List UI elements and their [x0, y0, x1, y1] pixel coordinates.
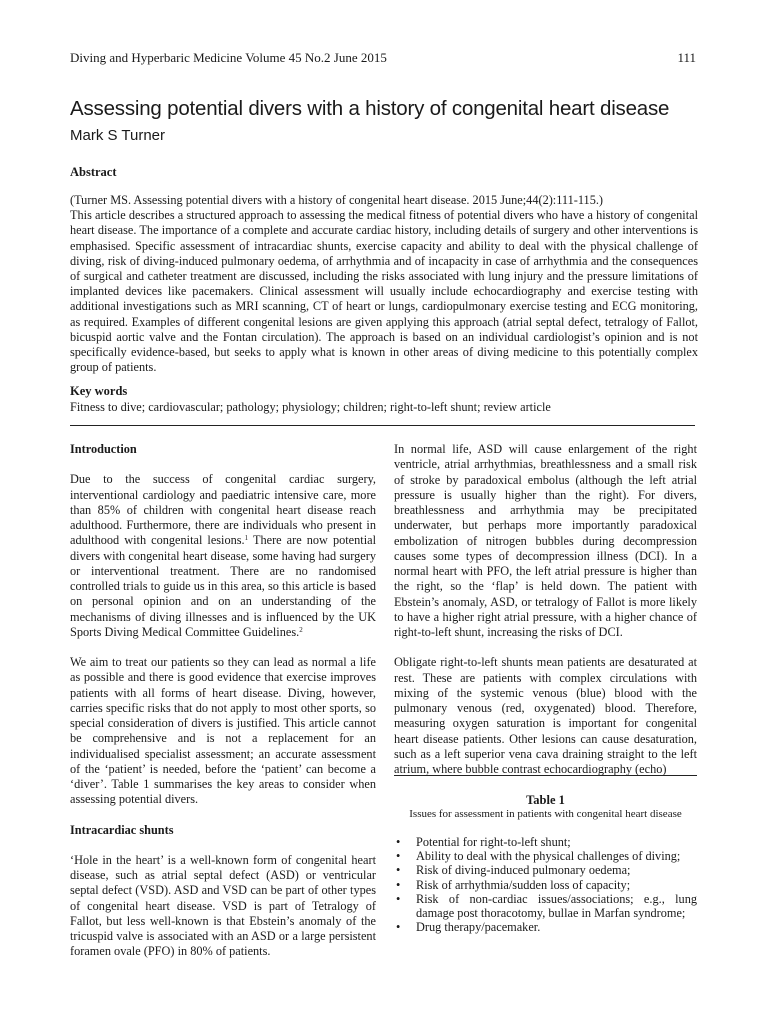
bullet-icon: •	[396, 849, 401, 864]
introduction-paragraph-2: We aim to treat our patients so they can lead as normal a life as possible and there is good evidence that exercise improves patients with all forms of heart disease. Diving, however, carries specific risks that do not apply to most other sports, so special consideration of divers is justified. This article cannot be comprehensive and is not a replacement for an individualised specialist assessment; an accurate assessment of the ‘patient’ is needed, before the ‘patient’ can become a ‘diver’. Table 1 summarises the key areas to consider when assessing potential divers.	[70, 655, 376, 807]
abstract	[70, 193, 698, 375]
bullet-icon: •	[396, 891, 401, 906]
abstract-body: This article describes a structured approach to assessing the medical fitness of potential divers who have a history of congenital heart disease. The importance of a complete and accurate cardiac history, including details of surgery and other interventions is emphasised. Specific assessment of intracardiac shunts, exercise capacity and ability to deal with the physical challenge of diving, risk of diving-induced pulmonary oedema, of arrhythmia and of incapacity in case of arrhythmia and the consequences of surgical and catheter treatment are discussed, including the risks associated with lung injury and the pressure limitations of implanted devices like pacemakers. Clinical assessment will usually include echocardiography and exercise testing with additional investigations such as MRI scanning, CT of heart or lungs, cardiopulmonary exercise testing and ECG monitoring, as required. Examples of different congenital lesions are given applying this approach (atrial septal defect, tetralogy of Fallot, bicuspid aortic valve and the Fontan circulation). The approach is based on an individual cardiologist’s opinion and is not specifically evidence-based, but seeks to apply what is known in other areas of diving medicine to this potentially complex group of patients.	[70, 208, 698, 375]
section-divider	[70, 425, 695, 426]
table-caption: Issues for assessment in patients with congenital heart disease	[409, 808, 682, 820]
introduction-paragraph-1-continued: There are now potential divers with congenital heart disease, some having had surgery or interventional treatment. There are no randomised controlled trials to guide us in this area, so this article is based on personal opinion and on an understanding of the mechanisms of diving illnesses and is influenced by the UK Sports Diving Medical Committee Guidelines.	[70, 533, 376, 639]
bullet-icon: •	[396, 863, 401, 878]
bullet-icon: •	[396, 835, 401, 849]
list-item	[394, 920, 697, 934]
intracardiac-shunts-paragraph: ‘Hole in the heart’ is a well-known form of congenital heart disease, such as atrial septal defect (ASD) or ventricular septal defect (VSD). ASD and VSD can be part of other types of congenital heart disease. VSD is part of Tetralogy of Fallot, but less well-known is that Ebstein’s anomaly of the tricuspid valve is associated with an ASD or a large persistent foramen ovale (PFO) in 80% of patients.	[70, 852, 376, 959]
list-item	[394, 892, 697, 920]
abstract-heading: Abstract	[70, 165, 117, 179]
journal-name: Diving and Hyperbaric Medicine Volume 45 No.2 June 2015	[70, 50, 387, 65]
list-item-text: Risk of non-cardiac issues/associations; e.g., lung damage post thoracotomy, bullae in Marfan syndrome;	[416, 891, 697, 921]
table-top-rule	[394, 775, 697, 776]
list-item-text: Risk of diving-induced pulmonary oedema;	[416, 863, 631, 878]
introduction-paragraph-1-text: Due to the success of congenital cardiac surgery, interventional cardiology and paediatric intensive care, more than 85% of children with congenital heart disease reach adulthood. Furthermore, there are individuals who present in adulthood with congenital lesions.	[70, 472, 376, 548]
article-author: Mark S Turner	[70, 127, 166, 144]
bullet-icon: •	[396, 920, 401, 935]
keywords-heading: Key words	[70, 384, 128, 398]
intracardiac-shunts-heading: Intracardiac shunts	[70, 822, 174, 837]
reference-2: 2	[299, 625, 303, 634]
bullet-icon: •	[396, 877, 401, 892]
page-number: 111	[677, 50, 696, 65]
list-item	[394, 835, 697, 849]
keywords-text: Fitness to dive; cardiovascular; pathology; physiology; children; right-to-left shunt; review article	[70, 400, 551, 414]
list-item-text: Potential for right-to-left shunt;	[416, 835, 571, 849]
list-item-text: Ability to deal with the physical challenges of diving;	[416, 849, 681, 864]
list-item	[394, 878, 697, 892]
abstract-citation: (Turner MS. Assessing potential divers with a history of congenital heart disease. 2015 June;44(2):111-115.)	[70, 193, 604, 207]
right-column-paragraph-2: Obligate right-to-left shunts mean patients are desaturated at rest. These are patients with complex circulations with mixing of the systemic venous (blue) blood with the pulmonary venous (red, oxygenated) blood. Therefore, measuring oxygen saturation is important for congenital heart disease patients. Other lesions can cause desaturation, such as a left superior vena cava draining straight to the left atrium, where bubble contrast echocardiography (echo)	[394, 655, 697, 776]
introduction-paragraph-1	[70, 472, 376, 640]
reference-1: 1	[244, 534, 249, 543]
list-item-text: Risk of arrhythmia/sudden loss of capacity;	[416, 877, 631, 892]
right-column-paragraph-1: In normal life, ASD will cause enlargement of the right ventricle, atrial arrhythmias, breathlessness and a small risk of stroke by paradoxical embolus (although the left atrial pressure is usually higher than the right). For divers, breathlessness and arrhythmia may be precipitated underwater, but perhaps more importantly paradoxical embolization of nitrogen bubbles during decompression causes some types of decompression illness (DCI). In a normal heart with PFO, the left atrial pressure is higher than the right, so the ‘flap’ is held down. The patient with Ebstein’s anomaly, ASD, or tetralogy of Fallot is more likely to have a higher right atrial pressure, with a higher chance of right-to-left shunt, increasing the risks of DCI.	[394, 442, 697, 639]
left-column	[70, 442, 376, 960]
table-title: Table 1	[526, 793, 565, 807]
introduction-heading: Introduction	[70, 442, 137, 456]
list-item	[394, 863, 697, 877]
article-title: Assessing potential divers with a history of congenital heart disease	[70, 97, 670, 120]
table-issue-list	[394, 835, 697, 934]
list-item	[394, 849, 697, 863]
right-column	[394, 442, 697, 777]
list-item-text: Drug therapy/pacemaker.	[416, 920, 541, 935]
